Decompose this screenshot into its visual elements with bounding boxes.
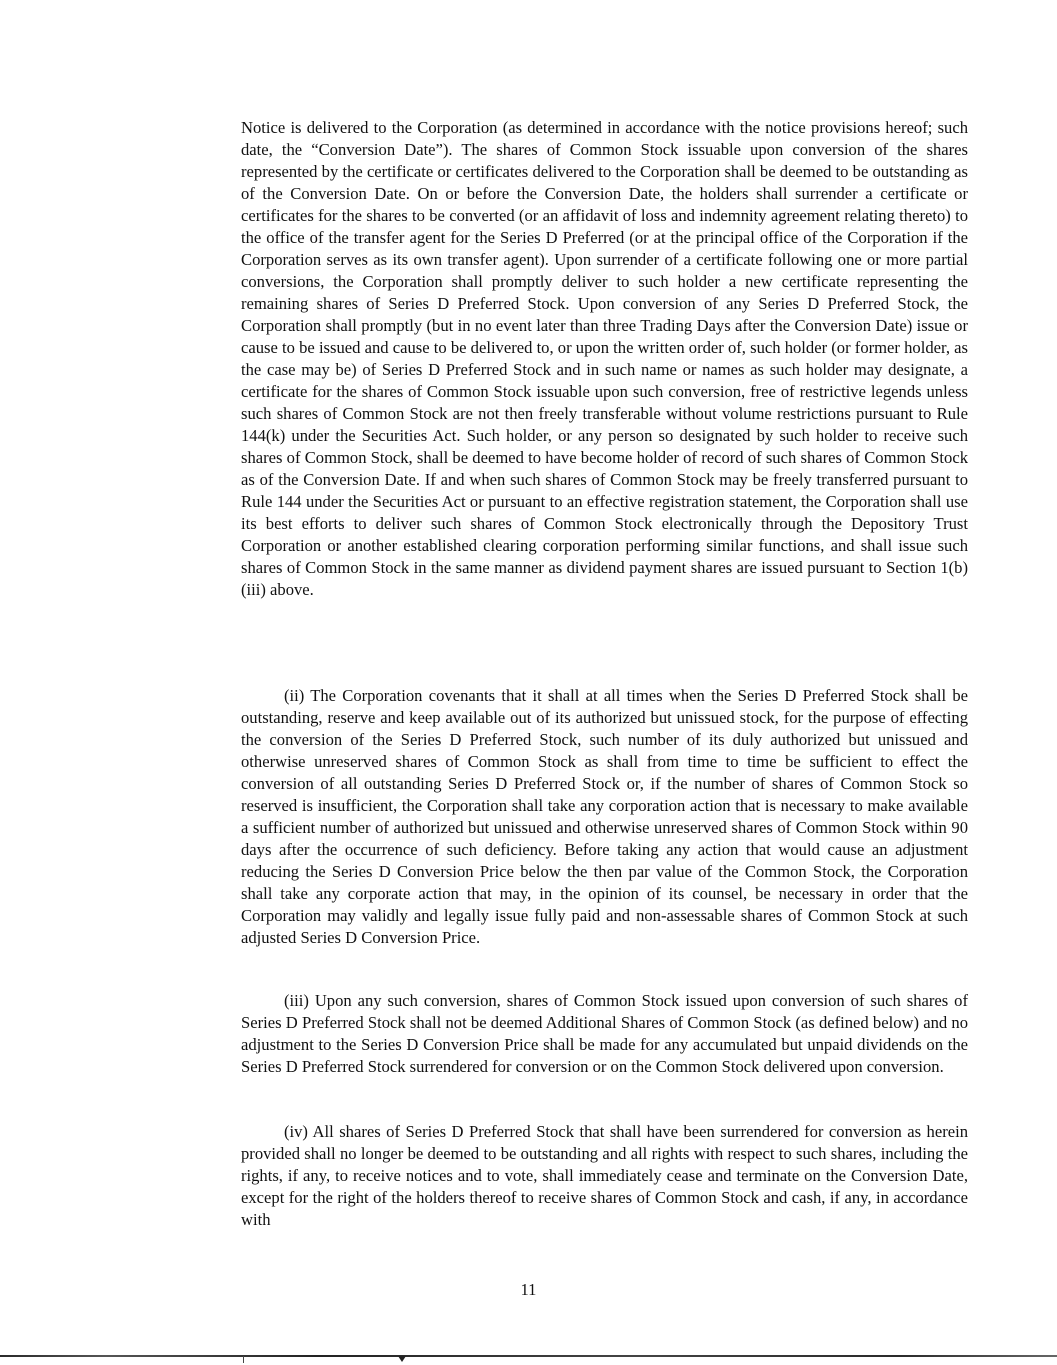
scan-edge-arrow <box>398 1356 406 1362</box>
paragraph-iii-no-adjustment: (iii) Upon any such conversion, shares of Common Stock issued upon conversion of such shares of Series D Preferred Stock shall not be deemed Additional Shares of Common Stock (as defined below) and no adjustment to the Series D Conversion Price shall be made for any accumulated but unpaid dividends on the Series D Preferred Stock surrendered for conversion or on the Common Stock delivered upon conversion. <box>241 991 968 1076</box>
scan-edge-line <box>0 1355 1057 1357</box>
paragraph-conversion-date: Notice is delivered to the Corporation (as determined in accordance with the notice provisions hereof; such date, the “Conversion Date”). The shares of Common Stock issuable upon conversion of the shares represented by the certificate or certificates delivered to the Corporation shall be deemed to be outstanding as of the Conversion Date. On or before the Conversion Date, the holders shall surrender a certificate or certificates for the shares to be converted (or an affidavit of loss and indemnity agreement relating thereto) to the office of the transfer agent for the Series D Preferred (or at the principal office of the Corporation if the Corporation serves as its own transfer agent). Upon surrender of a certificate following one or more partial conversions, the Corporation shall promptly deliver to such holder a new certificate representing the remaining shares of Series D Preferred Stock. Upon conversion of any Series D Preferred Stock, the Corporation shall promptly (but in no event later than three Trading Days after the Conversion Date) issue or cause to be issued and cause to be delivered to, or upon the written order of, such holder (or former holder, as the case may be) of Series D Preferred Stock and in such name or names as such holder may designate, a certificate for the shares of Common Stock issuable upon such conversion, free of restrictive legends unless such shares of Common Stock are not then freely transferable without volume restrictions pursuant to Rule 144(k) under the Securities Act. Such holder, or any person so designated by such holder to receive such shares of Common Stock, shall be deemed to have become holder of record of such shares of Common Stock as of the Conversion Date. If and when such shares of Common Stock may be freely transferred pursuant to Rule 144 under the Securities Act or pursuant to an effective registration statement, the Corporation shall use its best efforts to deliver such shares of Common Stock electronically through the Depository Trust Corporation or another established clearing corporation performing similar functions, and shall issue such shares of Common Stock in the same manner as dividend payment shares are issued pursuant to Section 1(b)(iii) above. <box>241 118 968 599</box>
scan-edge-mark <box>243 1356 244 1363</box>
paragraph-iv-surrendered-shares: (iv) All shares of Series D Preferred Stock that shall have been surrendered for conversion as herein provided shall no longer be deemed to be outstanding and all rights with respect to such shares, including the rights, if any, to receive notices and to vote, shall immediately cease and terminate on the Conversion Date, except for the right of the holders thereof to receive shares of Common Stock and cash, if any, in accordance with <box>241 1122 968 1229</box>
paragraph-ii-reserve-shares: (ii) The Corporation covenants that it shall at all times when the Series D Preferred Stock shall be outstanding, reserve and keep available out of its authorized but unissued stock, for the purpose of effecting the conversion of the Series D Preferred Stock, such number of its duly authorized but unissued and otherwise unreserved shares of Common Stock as shall from time to time be sufficient to effect the conversion of all outstanding Series D Preferred Stock or, if the number of shares of Common Stock so reserved is insufficient, the Corporation shall take any corporation action that is necessary to make available a sufficient number of authorized but unissued and otherwise unreserved shares of Common Stock within 90 days after the occurrence of such deficiency. Before taking any action that would cause an adjustment reducing the Series D Conversion Price below the then par value of the Common Stock, the Corporation shall take any corporate action that may, in the opinion of its counsel, be necessary in order that the Corporation may validly and legally issue fully paid and non-assessable shares of Common Stock at such adjusted Series D Conversion Price. <box>241 686 968 947</box>
page-number: 11 <box>520 1280 537 1299</box>
